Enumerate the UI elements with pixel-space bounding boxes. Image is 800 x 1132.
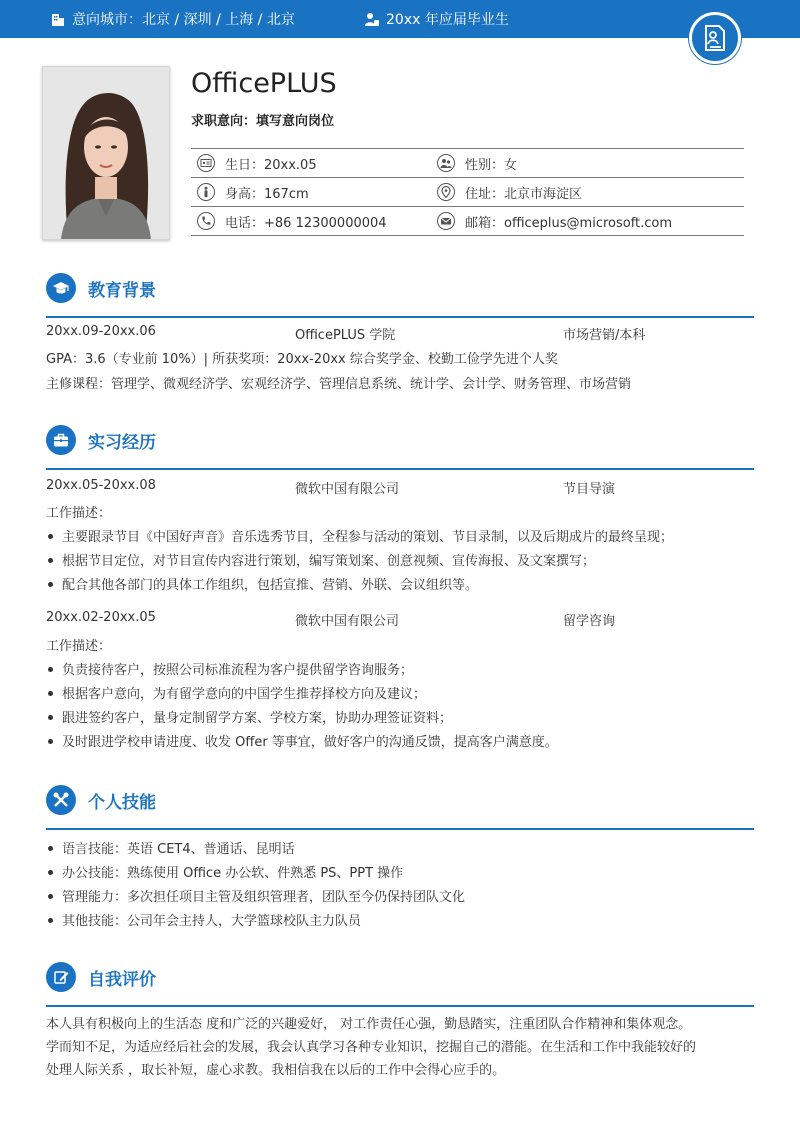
graduate-user-icon [364, 11, 380, 27]
skill-item: 语言技能：英语 CET4、普通话、昆明话 [46, 838, 295, 857]
education-period: 20xx.09-20xx.06 [46, 324, 156, 339]
height-person-icon [197, 183, 215, 201]
job-1-bullet: 根据节目定位，对节目宣传内容进行策划，编写策划案、创意视频、宣传海报、及文案撰写； [46, 550, 595, 569]
self-evaluation-text [46, 1013, 758, 1082]
job-1-bullet: 配合其他各部门的具体工作组织，包括宣推、营销、外联、会议组织等。 [46, 574, 478, 593]
profile-photo [42, 66, 170, 240]
job-1-period: 20xx.05-20xx.08 [46, 478, 156, 493]
mail-icon [437, 212, 455, 230]
height-field [197, 178, 309, 206]
edit-icon [52, 968, 70, 986]
internship-divider [46, 468, 754, 470]
portrait-image [43, 67, 169, 239]
city-label: 意向城市：北京 / 深圳 / 上海 / 北京 [72, 12, 295, 28]
self-evaluation-line: 学而知不足，为适应经后社会的发展，我会认真学习各种专业知识，挖掘自己的潜能。在生活和工作中我能较好的 [46, 1040, 697, 1055]
job-1-desc-label: 工作描述： [46, 506, 112, 521]
education-school: OfficePLUS 学院 [295, 328, 396, 343]
self-evaluation-line: 本人具有积极向上的生活态 度和广泛的兴趣爱好， 对工作责任心强，勤恳踏实，注重团队合作精神和集体观念。 [46, 1017, 692, 1032]
job-1-role: 节目导演 [563, 482, 616, 497]
self-icon-circle [46, 962, 76, 992]
info-row-2 [191, 177, 744, 206]
birthday-field [197, 149, 317, 177]
skills-icon-circle [46, 785, 76, 815]
skill-item: 办公技能：熟练使用 Office 办公软、件熟悉 PS、PPT 操作 [46, 862, 403, 881]
skill-item: 其他技能：公司年会主持人，大学篮球校队主力队员 [46, 910, 361, 929]
education-title: 教育背景 [88, 281, 156, 301]
job-2-bullet: 根据客户意向，为有留学意向的中国学生推荐择校方向及建议； [46, 683, 426, 702]
job-2-desc-label: 工作描述： [46, 639, 112, 654]
graduate-item [364, 0, 509, 38]
job-2-bullet: 跟进签约客户，量身定制留学方案、学校方案，协助办理签证资料； [46, 707, 452, 726]
graduation-cap-icon [52, 279, 70, 297]
phone-icon [197, 212, 215, 230]
job-intent: 求职意向：填写意向岗位 [191, 114, 335, 129]
birthday-text: 生日：20xx.05 [225, 157, 317, 173]
email-field [437, 207, 672, 235]
email-text: 邮箱：officeplus@microsoft.com [465, 215, 673, 231]
education-courses: 主修课程：管理学、微观经济学、宏观经济学、管理信息系统、统计学、会计学、财务管理、市场营销 [46, 377, 632, 392]
top-bar [0, 0, 800, 38]
job-2-bullet: 及时跟进学校申请进度、收发 Offer 等事宜，做好客户的沟通反馈，提高客户满意度。 [46, 731, 558, 750]
info-row-3 [191, 206, 744, 236]
education-major: 市场营销/本科 [563, 328, 646, 343]
job-2-company: 微软中国有限公司 [295, 614, 400, 629]
skills-divider [46, 828, 754, 830]
height-text: 身高：167cm [225, 186, 309, 202]
location-pin-icon [437, 183, 455, 201]
internship-icon-circle [46, 425, 76, 455]
id-card-icon [197, 154, 215, 172]
internship-header [46, 425, 754, 459]
education-icon-circle [46, 273, 76, 303]
gender-text: 性别：女 [465, 157, 518, 173]
city-item [50, 0, 295, 38]
gender-field [437, 149, 517, 177]
address-field [437, 178, 582, 206]
info-row-1 [191, 148, 744, 177]
job-2-bullet: 负责接待客户，按照公司标准流程为客户提供留学咨询服务； [46, 659, 413, 678]
gender-users-icon [437, 154, 455, 172]
tools-icon [52, 791, 70, 809]
skills-title: 个人技能 [88, 793, 156, 813]
education-header [46, 273, 754, 307]
job-1-bullet: 主要跟录节目《中国好声音》音乐选秀节目，全程参与活动的策划、节目录制，以及后期成片的最终呈现； [46, 526, 673, 545]
education-gpa: GPA：3.6（专业前 10%）| 所获奖项：20xx-20xx 综合奖学金、校勤工俭学先进个人奖 [46, 352, 558, 367]
job-2-period: 20xx.02-20xx.05 [46, 610, 156, 625]
internship-title: 实习经历 [88, 433, 156, 453]
education-divider [46, 316, 754, 318]
building-icon [50, 11, 66, 27]
self-header [46, 962, 754, 996]
skill-item: 管理能力：多次担任项目主管及组织管理者，团队至今仍保持团队文化 [46, 886, 465, 905]
resume-document-icon [703, 24, 727, 52]
self-title: 自我评价 [88, 970, 156, 990]
job-1-company: 微软中国有限公司 [295, 482, 400, 497]
phone-text: 电话：+86 12300000004 [225, 215, 387, 231]
briefcase-icon [52, 431, 70, 449]
address-text: 住址：北京市海淀区 [465, 186, 583, 202]
self-divider [46, 1005, 754, 1007]
job-2-role: 留学咨询 [563, 614, 616, 629]
skills-header [46, 785, 754, 819]
self-evaluation-line: 处理人际关系 ，取长补短，虚心求教。我相信我在以后的工作中会得心应手的。 [46, 1063, 506, 1078]
candidate-name: OfficePLUS [191, 68, 337, 99]
resume-badge [689, 12, 741, 64]
graduate-label: 20xx 年应届毕业生 [386, 12, 509, 28]
phone-field [197, 207, 387, 235]
